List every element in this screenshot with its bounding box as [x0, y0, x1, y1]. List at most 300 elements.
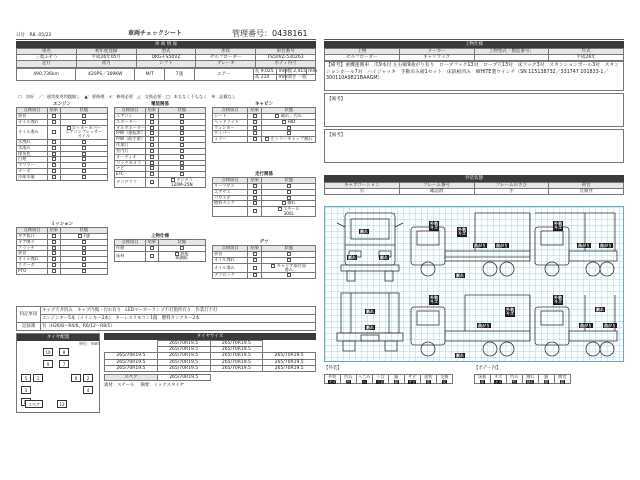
- damage-mark-sidetop-0: 外装 キズ: [430, 220, 438, 230]
- check-box[interactable]: [52, 120, 56, 124]
- check-box[interactable]: [180, 114, 184, 118]
- chassis-head-0: 点検項目: [213, 178, 248, 184]
- check-box[interactable]: [150, 246, 154, 250]
- def-head-1: 結果: [248, 246, 262, 252]
- check-box[interactable]: [253, 120, 257, 124]
- check-box[interactable]: [52, 257, 56, 261]
- engine-item-9: 冷却水量: [17, 174, 48, 180]
- check-box[interactable]: [282, 201, 286, 205]
- tire-size-table: [104, 340, 316, 372]
- electrical-result-11[interactable]: [145, 178, 158, 188]
- electrical-item-4: P/W（助手席）: [116, 136, 146, 142]
- def-state-text-2: キャリア取付面 滲み: [276, 262, 307, 273]
- check-box[interactable]: [52, 146, 56, 150]
- engine-state-2: [60, 125, 107, 139]
- check-box[interactable]: [150, 166, 154, 170]
- check-box[interactable]: [150, 131, 154, 135]
- head-car-name: 車名: [17, 49, 77, 55]
- check-box[interactable]: [253, 190, 257, 194]
- sheet-title: 車両チェックシート: [128, 30, 182, 37]
- chassis-item-2: パワステ: [213, 195, 248, 201]
- exterior-title: 外装状態: [324, 175, 624, 182]
- upper-result-1[interactable]: [145, 251, 158, 261]
- electrical-state-text-11: デジタコ 120M-25N: [171, 177, 193, 187]
- ext-head-0: キャブコーション: [325, 183, 400, 189]
- mission-head-0: 点検項目: [17, 228, 48, 234]
- remarks-text-2: エンジンキー5本（メインキー2本） キーレスリモコン1個 燃料タンクキー2本: [41, 315, 316, 323]
- mission-result-6[interactable]: [47, 268, 60, 274]
- ext-legend-cells: [324, 374, 452, 384]
- check-box[interactable]: [253, 184, 257, 188]
- check-box[interactable]: [150, 172, 154, 176]
- check-box[interactable]: [287, 131, 291, 135]
- check-box[interactable]: [287, 190, 291, 194]
- cabin-result-4[interactable]: [248, 137, 262, 143]
- check-box[interactable]: [82, 251, 86, 255]
- def-section: [212, 240, 316, 279]
- mgmt-label: 管理番号：: [232, 29, 272, 38]
- vehicle-info-section: [16, 41, 316, 81]
- upper-spec-title: 上物仕様: [324, 41, 624, 48]
- legend-cell: [356, 374, 373, 384]
- damage-mark-sidebot-1: 外装 キズ: [506, 306, 514, 316]
- check-box[interactable]: [253, 258, 257, 262]
- check-box[interactable]: [52, 263, 56, 267]
- mission-item-6: PTO: [17, 268, 48, 274]
- check-box[interactable]: [287, 273, 291, 277]
- check-box[interactable]: [253, 196, 257, 200]
- def-result-3[interactable]: [248, 273, 262, 279]
- check-box[interactable]: [287, 126, 291, 130]
- engine-result-9[interactable]: [47, 174, 60, 180]
- mission-title: ミッション: [50, 222, 74, 227]
- check-box[interactable]: [180, 137, 184, 141]
- cabin-item-2: ウィンカー: [213, 125, 248, 131]
- check-box[interactable]: [150, 161, 154, 165]
- head-hp: 馬力: [76, 61, 136, 67]
- truck-diagram-svg: [325, 207, 625, 363]
- table-row: [17, 125, 108, 139]
- electrical-item-0: エアコン: [115, 114, 146, 120]
- check-box[interactable]: [278, 207, 282, 211]
- tire-pos-2: 2: [83, 374, 93, 382]
- check-box[interactable]: [253, 273, 257, 277]
- upper-val-2: [474, 55, 549, 61]
- tire-size-cell: 265/70R19.5: [210, 359, 263, 365]
- header-rule-right: [324, 39, 624, 40]
- truck-front-view: [337, 213, 403, 281]
- check-box[interactable]: [150, 143, 154, 147]
- check-box[interactable]: [253, 114, 257, 118]
- damage-mark-sidebot-6: 曲がり: [604, 322, 616, 328]
- check-box[interactable]: [52, 269, 56, 273]
- check-box[interactable]: [287, 252, 291, 256]
- dim-unit-3: mm: [278, 74, 288, 80]
- engine-item-2: オイル滲み: [17, 125, 48, 139]
- chassis-result-4[interactable]: [248, 207, 262, 217]
- check-box[interactable]: [82, 240, 86, 244]
- records-label: 記録簿: [17, 323, 41, 331]
- vehicle-info-table-2: [16, 68, 316, 81]
- mgmt-number: 0438161: [272, 29, 308, 38]
- electrical-item-2: オルタネーター: [116, 124, 146, 130]
- legend-mark: 凹: [346, 379, 351, 384]
- check-box[interactable]: [253, 209, 257, 213]
- check-box[interactable]: [180, 120, 184, 124]
- legend-note: ○：良好 ／：通常使用問題無し ▲：要修理 ×：修理必要 △：交換必要 □：本もなく不もなく ※：記載なし: [18, 94, 282, 99]
- check-box[interactable]: [253, 131, 257, 135]
- chassis-state-4: [262, 207, 316, 217]
- check-box[interactable]: [282, 120, 286, 124]
- check-box[interactable]: [82, 269, 86, 273]
- head-mileage: 走行: [17, 61, 77, 67]
- chassis-title: 走行関係: [255, 172, 273, 177]
- tire-pos-6: 6: [71, 374, 81, 382]
- check-box[interactable]: [287, 258, 291, 262]
- check-box[interactable]: [180, 161, 184, 165]
- tire-spare-label: スペア: [105, 374, 158, 380]
- mission-state-text-0: 7速: [83, 233, 90, 238]
- damage-mark-sidebot-4: 曲がり: [580, 322, 592, 328]
- legend-cell: [490, 374, 507, 384]
- tire-size-cell: 265/70R19.5: [157, 359, 210, 365]
- damage-mark-sidebot-0: 外装 キズ: [430, 294, 438, 304]
- check-box[interactable]: [52, 140, 56, 144]
- chassis-table: [212, 177, 316, 217]
- tire-layout-unit: 単位：mm: [79, 341, 99, 346]
- tire-size-cell: 265/70R19.5: [210, 347, 263, 353]
- dim-opening: 開き 一般: [286, 74, 316, 80]
- check-box[interactable]: [82, 157, 86, 161]
- check-box[interactable]: [82, 152, 86, 156]
- check-box[interactable]: [82, 175, 86, 179]
- damage-mark-rear-1: 割れ: [366, 324, 374, 330]
- check-box[interactable]: [82, 114, 86, 118]
- check-box[interactable]: [82, 257, 86, 261]
- check-box[interactable]: [180, 166, 184, 170]
- electrical-item-5: 作業灯: [115, 143, 146, 149]
- legend-mark: 腐: [560, 379, 565, 384]
- upper-memo-box: [324, 61, 624, 91]
- check-box[interactable]: [150, 155, 154, 159]
- chassis-item-4: [213, 207, 248, 217]
- legend-text: 外装: [328, 374, 337, 379]
- check-box[interactable]: [52, 169, 56, 173]
- def-item-0: 異音: [213, 252, 248, 258]
- damage-mark-rear-0: 割れ: [366, 308, 374, 314]
- tire-pos-5: 5: [21, 374, 31, 382]
- remarks-section: [16, 306, 316, 331]
- check-box[interactable]: [253, 252, 257, 256]
- check-box[interactable]: [52, 114, 56, 118]
- management-number: [232, 29, 308, 38]
- tire-layout-section: [16, 333, 100, 413]
- sheet-date: 日付：R8. 05/22: [16, 33, 52, 38]
- remarks-table: [16, 306, 316, 331]
- engine-item-6: 白煙: [17, 157, 48, 163]
- legend-cell: [404, 374, 421, 384]
- records-text: 有（H26/8〜R4/6、R6/12〜R8/1）: [41, 323, 316, 331]
- check-box[interactable]: [275, 114, 279, 118]
- chassis-section: [212, 172, 316, 217]
- exterior-section: [324, 175, 624, 195]
- check-box[interactable]: [253, 137, 257, 141]
- tire-size-cell: 265/70R19.5: [105, 359, 158, 365]
- check-box[interactable]: [52, 130, 56, 134]
- damage-mark-sidebot-7: 割れ: [456, 352, 464, 358]
- vehicle-value-row-2: [17, 68, 316, 74]
- legend-text: へこみ: [358, 374, 371, 379]
- check-box[interactable]: [271, 264, 275, 268]
- check-box[interactable]: [82, 146, 86, 150]
- legend-cell: [340, 374, 357, 384]
- upper-val-0: セルフローダー: [325, 55, 400, 61]
- records-row: [17, 323, 316, 331]
- electrical-head-1: 結果: [145, 108, 158, 114]
- check-box[interactable]: [52, 152, 56, 156]
- dim-width: 幅 2,415: [287, 68, 307, 74]
- ext-val-2: 小: [474, 189, 549, 195]
- chassis-item-3: 燃料タンク: [213, 201, 248, 207]
- engine-item-0: 異音: [17, 114, 48, 120]
- legend-mark: 錆: [544, 379, 549, 384]
- table-row: [115, 251, 206, 261]
- check-box[interactable]: [78, 234, 82, 238]
- table-row: [115, 178, 206, 188]
- check-box[interactable]: [82, 163, 86, 167]
- tire-pos-4: 4: [83, 386, 93, 394]
- damage-mark-sidetop-5: 曲がり: [578, 242, 590, 248]
- check-box[interactable]: [52, 175, 56, 179]
- check-box[interactable]: [52, 234, 56, 238]
- ext-head-2: フレームのさび: [474, 183, 549, 189]
- check-box[interactable]: [180, 131, 184, 135]
- legend-mark: キズ: [328, 379, 336, 384]
- legend-mark: 塗: [426, 379, 431, 384]
- damage-mark-sidetop-2: 外装 キズ: [554, 220, 562, 230]
- tire-layout-title: タイヤ配置: [17, 334, 99, 341]
- head-model: 型式: [136, 49, 196, 55]
- check-box[interactable]: [82, 120, 86, 124]
- vehicle-info-table: [16, 48, 316, 68]
- check-box[interactable]: [82, 246, 86, 250]
- check-box[interactable]: [82, 263, 86, 267]
- dim-length: 長 9,025: [253, 68, 277, 74]
- ext-val-0: 有: [325, 189, 400, 195]
- exterior-table: [324, 182, 624, 195]
- tire-pos-1: 1: [33, 374, 43, 382]
- tire-pos-9: 9: [43, 360, 53, 368]
- check-box[interactable]: [150, 114, 154, 118]
- header-rule: [16, 39, 316, 40]
- mission-table: [16, 227, 108, 275]
- tire-size-cell: 265/70R19.5: [210, 353, 263, 359]
- engine-item-8: ターボ: [17, 169, 48, 175]
- engine-item-1: オイル洩れ: [17, 119, 48, 125]
- check-box[interactable]: [52, 240, 56, 244]
- legend-text: 塗装: [424, 374, 433, 379]
- tire-material: 素材：スチール: [104, 383, 135, 389]
- legend-cell: [420, 374, 437, 384]
- def-head-2: 状態: [262, 246, 316, 252]
- cabin-state-text-1: HID: [287, 118, 296, 124]
- electrical-item-9: ナビ: [115, 166, 146, 172]
- electrical-title: 電装関係: [151, 102, 169, 107]
- legend-mark: 割れ: [526, 379, 534, 384]
- vehicle-head-row-2: [17, 61, 316, 67]
- upper-head-1: 結果: [145, 240, 158, 246]
- check-box[interactable]: [150, 137, 154, 141]
- check-box[interactable]: [180, 172, 184, 176]
- cabin-state-text-0: 破れ、汚れ: [280, 113, 302, 118]
- mission-state-6: [60, 268, 107, 274]
- check-box[interactable]: [150, 149, 154, 153]
- legend-text: 腐食: [558, 374, 567, 379]
- mission-item-1: ギア鳴り: [17, 239, 48, 245]
- tire-spare-table: [104, 374, 316, 381]
- def-result-2[interactable]: [248, 263, 262, 273]
- electrical-item-1: スターター: [115, 119, 146, 125]
- engine-item-4: 水滲み: [17, 145, 48, 151]
- check-box[interactable]: [253, 201, 257, 205]
- chassis-state-text-3: 擦れ: [287, 200, 296, 206]
- exterior-legend: [324, 366, 624, 384]
- check-box[interactable]: [82, 169, 86, 173]
- tire-size-cell: 265/70R19.5: [157, 365, 210, 371]
- cabin-item-0: シート: [213, 114, 248, 120]
- electrical-section: [114, 102, 206, 188]
- dim-height: 高 210: [253, 74, 277, 80]
- cabin-section: [212, 102, 316, 143]
- damage-mark-front-2: 割れ: [380, 254, 388, 260]
- engine-title: エンジン: [53, 102, 71, 107]
- def-title: デフ: [259, 240, 269, 245]
- legend-cell: [554, 374, 571, 384]
- legend-mark: 凹: [512, 379, 517, 384]
- check-box[interactable]: [180, 126, 184, 130]
- check-box[interactable]: [52, 157, 56, 161]
- cabin-table: [212, 107, 316, 143]
- tire-pos-10: 10: [43, 348, 53, 356]
- upper-spec-section: [324, 41, 624, 163]
- tire-size-cell: 265/70R19.5: [157, 353, 210, 359]
- upper-head-2: 上物型式「製造番号」: [474, 49, 549, 55]
- mission-head-2: 状態: [60, 228, 107, 234]
- tire-size-title: タイヤサイズ: [104, 333, 316, 340]
- tire-shoe: 摘要：ミックスタイヤ: [140, 383, 185, 389]
- check-box[interactable]: [150, 120, 154, 124]
- val-mileage: 490,736km: [17, 68, 76, 80]
- chassis-head-2: 状態: [262, 178, 316, 184]
- engine-state-text-2: ロッカーカバー エアコンプレッサー オイル: [65, 124, 103, 139]
- tire-spare-value: 265/70R19.5: [157, 374, 210, 380]
- body-legend-label: 【ボデー内】: [474, 366, 501, 371]
- check-box[interactable]: [180, 155, 184, 159]
- damage-mark-sidebot-3: 曲がり: [478, 322, 490, 328]
- check-box[interactable]: [180, 143, 184, 147]
- table-row: [17, 268, 108, 274]
- upper-memo2-label: 【備考】: [327, 97, 346, 103]
- engine-head-2: 状態: [60, 108, 107, 114]
- legend-text: 交換: [440, 374, 449, 379]
- legend-mark: 床: [480, 379, 485, 384]
- check-box[interactable]: [150, 180, 154, 184]
- legend-text: 床板: [478, 374, 487, 379]
- check-box[interactable]: [180, 246, 184, 250]
- check-box[interactable]: [52, 251, 56, 255]
- check-box[interactable]: [52, 163, 56, 167]
- exterior-legend-labels: [324, 366, 624, 371]
- check-box[interactable]: [180, 149, 184, 153]
- tire-size-cell: 265/70R19.5: [157, 347, 210, 353]
- cabin-state-4: [262, 137, 316, 143]
- check-box[interactable]: [253, 266, 257, 270]
- legend-mark: キズ: [494, 379, 502, 384]
- upper-memo3-label: 【備考】: [327, 133, 346, 139]
- damage-mark-front-1: 割れ: [348, 254, 356, 260]
- damage-mark-sidetop-7: 割れ: [456, 272, 464, 278]
- head-shape: 形状: [196, 49, 256, 55]
- check-box[interactable]: [253, 126, 257, 130]
- engine-head-0: 点検項目: [17, 108, 48, 114]
- body-legend-cells: [474, 374, 570, 384]
- check-box[interactable]: [265, 137, 269, 141]
- table-row: [213, 207, 316, 217]
- check-box[interactable]: [150, 254, 154, 258]
- def-state-3: [262, 273, 316, 279]
- engine-result-2[interactable]: [47, 125, 60, 139]
- val-first-reg: 平成26年05月: [76, 55, 136, 61]
- val-chassis-no: FS50VZ-530263: [256, 55, 316, 61]
- remarks-text-1: キャブ天井凹み キャブ内傷・汚れ有り LEDマーカーランプ不灯箇所有り 作業灯不灯: [41, 307, 316, 315]
- legend-text: 錆: [394, 374, 399, 379]
- legend-mark: 錆: [394, 379, 399, 384]
- def-item-1: オイル洩れ: [213, 257, 248, 263]
- tire-size-cell: 265/70R19.5: [263, 365, 316, 371]
- engine-table: [16, 107, 108, 181]
- upper-head-3: 年式: [549, 49, 624, 55]
- tire-size-cell: 265/70R19.5: [210, 365, 263, 371]
- tire-size-cell: 265/70R19.5: [157, 341, 210, 347]
- cabin-title: キャビン: [255, 102, 273, 107]
- electrical-head-0: 点検項目: [115, 108, 146, 114]
- damage-mark-sidetop-1: 外装 キズ: [458, 226, 466, 236]
- tire-pos-spare: スペア: [25, 400, 43, 408]
- check-box[interactable]: [150, 126, 154, 130]
- engine-item-7: マフラー: [17, 163, 48, 169]
- upper-val-1: キャリラック: [399, 55, 474, 61]
- tire-spare-row: [105, 374, 317, 380]
- engine-section: [16, 102, 108, 181]
- tire-pos-3: 3: [21, 386, 31, 394]
- check-box[interactable]: [287, 184, 291, 188]
- damage-mark-sidebot-2: 外装 キズ: [554, 294, 562, 304]
- val-car-name: 三菱ふそう: [17, 55, 77, 61]
- cabin-head-0: 点検項目: [213, 108, 248, 114]
- chassis-item-1: エアサス: [213, 189, 248, 195]
- mission-item-3: 異音: [17, 251, 48, 257]
- check-box[interactable]: [52, 246, 56, 250]
- damage-mark-front-0: 割れ: [360, 228, 368, 234]
- legend-cell: [522, 374, 539, 384]
- damage-mark-sidetop-3: 曲がり: [474, 242, 486, 248]
- legend-text: 割れ: [526, 374, 535, 379]
- upper-spec-table: [324, 48, 624, 61]
- head-shift: シフト: [136, 61, 196, 67]
- check-box[interactable]: [82, 140, 86, 144]
- mission-item-5: リターダ: [17, 263, 48, 269]
- head-chassis-no: 車台番号: [256, 49, 316, 55]
